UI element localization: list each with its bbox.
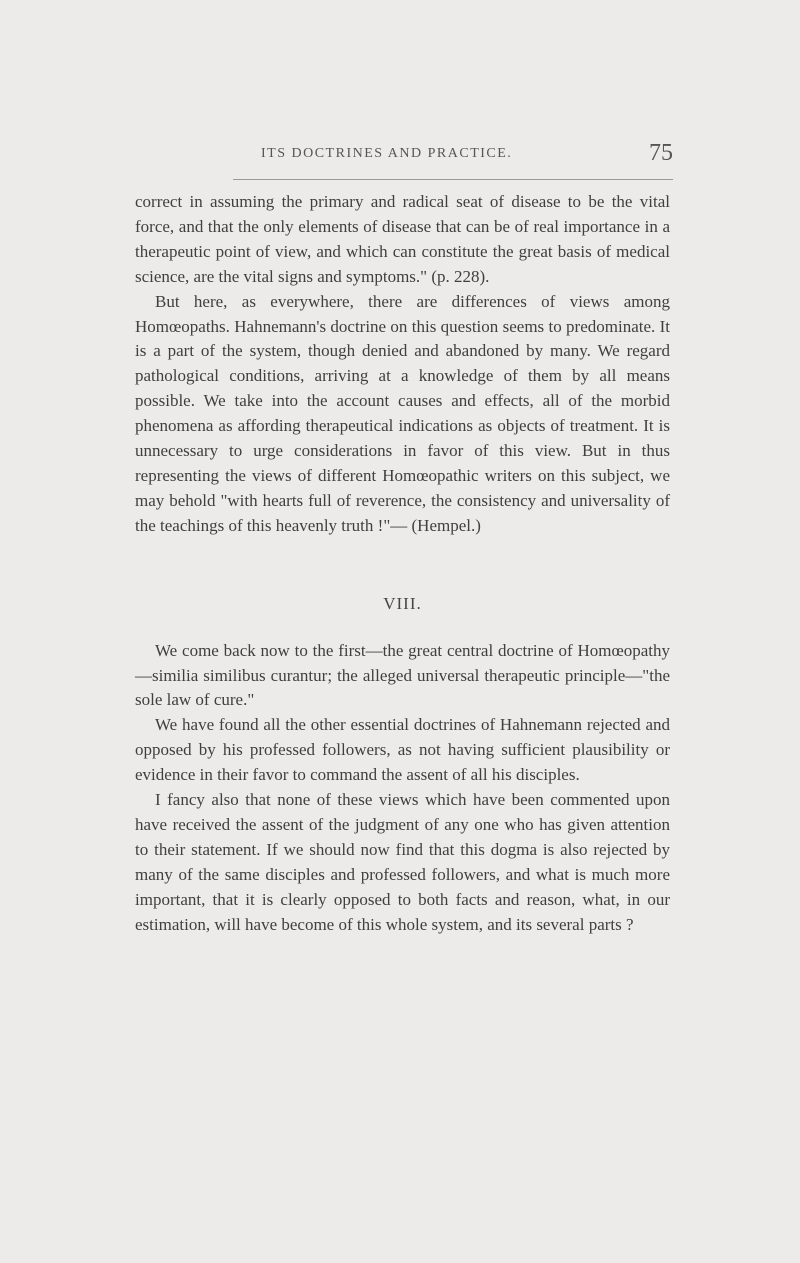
section-heading: VIII. [383, 593, 422, 613]
paragraph: I fancy also that none of these views which have been commented upon have received the assent of the judgment of any one who has given attention to their statement. If we should now find that this dogma is also rejected by many of the same disciples and professed followers, and what is much more important, that it is clearly opposed to both facts and reason, what, in our estimation, will have become of this whole system, and its several parts ? [135, 790, 670, 934]
paragraph: We have found all the other essential doctrines of Hahnemann rejected and opposed by his professed followers, as not having sufficient plausibility or evidence in their favor to command the assent of all his disciples. [135, 715, 670, 785]
paragraph: We come back now to the first—the great central doctrine of Homœopathy—similia similibus curantur; the alleged universal therapeutic principle—"the sole law of cure." [135, 640, 670, 710]
header-rule [233, 179, 673, 180]
body-text [135, 190, 670, 937]
paragraph: correct in assuming the primary and radical seat of disease to be the vital force, and that the only elements of disease that can be of real importance in a therapeutic point of view, and which can constitute the great basis of medical science, are the vital signs and symptoms." (p. 228). [135, 192, 670, 286]
page-header [233, 140, 673, 182]
paragraph: But here, as everywhere, there are differences of views among Homœopaths. Hahnemann's doctrine on this question seems to predominate. It is a part of the system, though denied and abandoned by many. We regard pathological conditions, arriving at a knowledge of them by all means possible. We take into the account causes and effects, all of the morbid phenomena as affording therapeutical indications as objects of treatment. It is unnecessary to urge considerations in favor of this view. But in thus representing the views of different Homœopathic writers on this subject, we may behold "with hearts full of reverence, the consistency and universality of the teachings of this heavenly truth !"— (Hempel.) [135, 291, 670, 535]
page-number: 75 [649, 140, 673, 166]
running-head: ITS DOCTRINES AND PRACTICE. [261, 146, 513, 161]
